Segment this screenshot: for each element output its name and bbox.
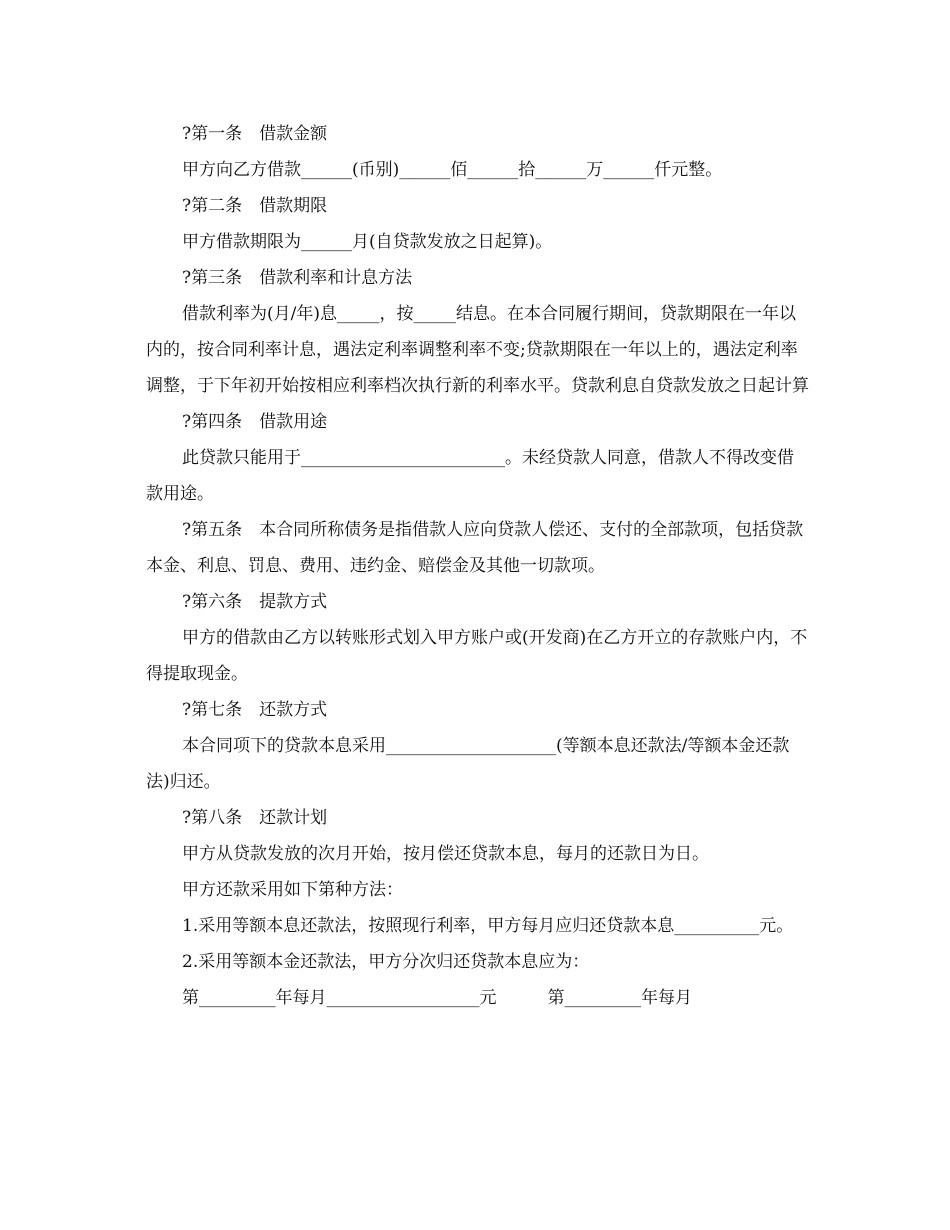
article-6-body: 甲方的借款由乙方以转账形式划入甲方账户或(开发商)在乙方开立的存款账户内，不得提取现金。	[146, 628, 808, 684]
article-1-body: 甲方向乙方借款______(币别)______佰______拾______万______仟元整。	[182, 160, 723, 180]
article-8-method-2: 2.采用等额本金还款法，甲方分次归还贷款本息应为：	[182, 952, 590, 972]
contract-body	[146, 116, 810, 1016]
article-2-body: 甲方借款期限为______月(自贷款发放之日起算)。	[182, 232, 553, 252]
article-2-title: ?第二条 借款期限	[182, 196, 328, 216]
article-8-body-2: 甲方还款采用如下第种方法：	[182, 880, 403, 900]
article-5-body: ?第五条 本合同所称债务是指借款人应向贷款人偿还、支付的全部款项，包括贷款本金、利息、罚息、费用、违约金、赔偿金及其他一切款项。	[146, 520, 804, 576]
article-8-schedule: 第_________年每月__________________元 第_________年每月	[182, 988, 692, 1008]
article-4-body: 此贷款只能用于________________________。未经贷款人同意，借款人不得改变借款用途。	[146, 448, 794, 504]
article-8-body-1: 甲方从贷款发放的次月开始，按月偿还贷款本息，每月的还款日为日。	[182, 844, 709, 864]
article-8-method-1: 1.采用等额本息还款法，按照现行利率，甲方每月应归还贷款本息__________元。	[182, 916, 794, 936]
article-6-title: ?第六条 提款方式	[182, 592, 328, 612]
article-4-title: ?第四条 借款用途	[182, 412, 328, 432]
article-3-title: ?第三条 借款利率和计息方法	[182, 268, 413, 288]
article-7-body: 本合同项下的贷款本息采用____________________(等额本息还款法/等额本金还款法)归还。	[146, 736, 790, 792]
article-3-body: 借款利率为(月/年)息_____，按_____结息。在本合同履行期间，贷款期限在一年以内的，按合同利率计息，遇法定利率调整利率不变;贷款期限在一年以上的，遇法定利率调整，于下年初开始按相应利率档次执行新的利率水平。贷款利息自贷款发放之日起计算	[146, 304, 809, 396]
article-8-title: ?第八条 还款计划	[182, 808, 328, 828]
article-7-title: ?第七条 还款方式	[182, 700, 328, 720]
article-1-title: ?第一条 借款金额	[182, 124, 328, 144]
